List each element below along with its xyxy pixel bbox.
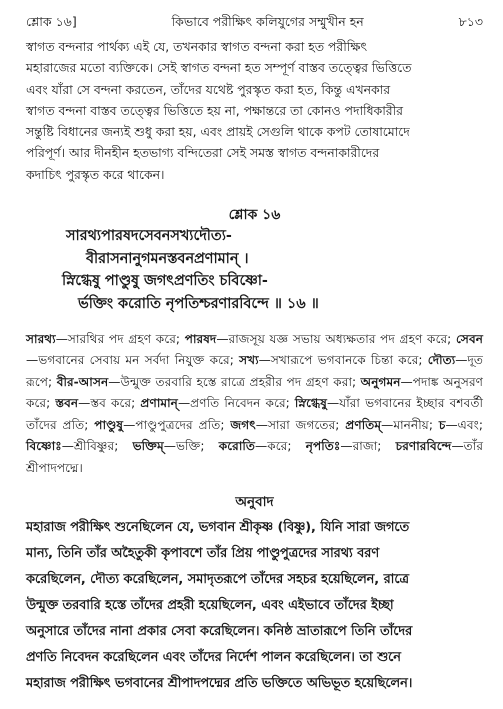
translation-line: মান্য, তিনি তাঁর অহৈতুকী কৃপাবশে তাঁর প্রিয় পাণ্ডুপুত্রদের সারথ্য বরণ bbox=[26, 546, 380, 562]
translation-line: প্রণতি নিবেদন করেছিলেন এবং তাঁদের নির্দেশ পালন করেছিলেন। তা শুনে bbox=[26, 650, 401, 666]
synonym-term: প্রণতিম্ bbox=[345, 417, 382, 432]
synonym-meaning: ভগবানের সেবায় মন সর্বদা নিযুক্ত করে; bbox=[38, 353, 234, 368]
verse-line: বীরাসনানুগমনস্তবনপ্রণামান্ । bbox=[86, 250, 249, 267]
synonym-entry: পারষদ—রাজসূয় যজ্ঞ সভায় অধ্যক্ষতার পদ গ্রহণ করে; bbox=[184, 332, 452, 347]
synonym-entry: সেবন—ভগবানের সেবায় মন সর্বদা নিযুক্ত করে; bbox=[26, 332, 484, 368]
synonym-entry: ভক্তিম্—ভক্তি; bbox=[132, 439, 205, 454]
synonym-term: সখ্য bbox=[239, 353, 259, 368]
synonym-term: জগৎ bbox=[230, 417, 256, 432]
synonym-meaning: পদাঙ্ক অনুসরণ করে; bbox=[26, 374, 484, 411]
word-for-word-synonyms bbox=[26, 329, 483, 479]
synonym-entry: অনুগমন—পদাঙ্ক অনুসরণ করে; bbox=[26, 374, 484, 411]
synonym-entry: বীর-আসন—উন্মুক্ত তরবারি হস্তে রাত্রে প্রহরীর পদ গ্রহণ করা; bbox=[56, 374, 357, 389]
translation-paragraph bbox=[26, 517, 483, 696]
translation-title: অনুবাদ bbox=[235, 493, 274, 510]
purport-paragraph bbox=[26, 36, 483, 185]
synonym-term: স্তবন bbox=[55, 396, 79, 411]
header-chapter-title: কিভাবে পরীক্ষিৎ কলিযুগের সম্মুখীন হন bbox=[171, 14, 364, 29]
synonym-term: চ bbox=[438, 417, 446, 432]
translation-line: করেছিলেন, দৌত্য করেছিলেন, সমাদৃতরূপে তাঁদের সহচর হয়েছিলেন, রাত্রে bbox=[26, 572, 409, 588]
synonym-entry: চ—এবং; bbox=[438, 417, 484, 432]
synonym-meaning: সারা জগতের; bbox=[267, 417, 340, 432]
synonym-meaning: করে; bbox=[267, 439, 292, 454]
synonym-entry: নৃপতিঃ—রাজা; bbox=[305, 439, 382, 454]
synonym-term: ভক্তিম্ bbox=[132, 439, 164, 454]
synonym-term: সারথ্য bbox=[26, 332, 56, 347]
purport-line: স্বাগত বন্দনা বাস্তব তত্ত্বের ভিত্তিতে হয় না, পক্ষান্তরে তা কোনও পদাধিকারীর bbox=[26, 102, 403, 118]
synonym-meaning: মাননীয়; bbox=[393, 417, 433, 432]
synonym-term: স্নিগ্ধেষু bbox=[294, 396, 327, 411]
translation-line: মহারাজ পরীক্ষিৎ শুনেছিলেন যে, ভগবান শ্রীকৃষ্ণ (বিষ্ণু), যিনি সারা জগতে bbox=[26, 519, 410, 535]
translation-line: অনুসারে তাঁদের নানা প্রকার সেবা করেছিলেন। কনিষ্ঠ ভ্রাতারূপে তিনি তাঁদের bbox=[26, 624, 413, 640]
purport-line: এবং যাঁরা সে বন্দনা করতেন, তাঁদের যথেষ্ট পুরস্কৃত করা হত, কিন্তু এখনকার bbox=[26, 81, 391, 97]
synonym-term: দৌত্য bbox=[427, 353, 456, 368]
synonym-meaning: উন্মুক্ত তরবারি হস্তে রাত্রে প্রহরীর পদ গ্রহণ করা; bbox=[120, 374, 357, 389]
synonym-entry: দৌত্য—দূত রূপে; bbox=[26, 353, 484, 389]
synonym-meaning: রাজা; bbox=[352, 439, 382, 454]
synonym-term: পারষদ bbox=[184, 332, 217, 347]
synonym-term: অনুগমন bbox=[360, 374, 401, 389]
synonym-entry: বিষ্ণোঃ—শ্রীবিষ্ণুর; bbox=[26, 439, 119, 454]
synonym-entry: জগৎ—সারা জগতের; bbox=[230, 417, 340, 432]
synonym-meaning: সারথির পদ গ্রহণ করে; bbox=[67, 332, 181, 347]
purport-line: পরিপূর্ণ। আর দীনহীন হতভাগ্য বন্দিতেরা সেই সমস্ত স্বাগত বন্দনাকারীদের bbox=[26, 145, 380, 161]
synonym-meaning: পাণ্ডুপুত্রদের প্রতি; bbox=[135, 417, 225, 432]
synonym-meaning: স্তব করে; bbox=[90, 396, 136, 411]
synonym-meaning: সখারূপে ভগবানকে চিন্তা করে; bbox=[270, 353, 423, 368]
verse-line: সারথ্যপারষদসেবনসখ্যদৌত্য- bbox=[66, 228, 232, 245]
sanskrit-verse bbox=[26, 225, 483, 315]
translation-line: মহারাজ পরীক্ষিৎ ভগবানের শ্রীপাদপদ্মের প্রতি ভক্তিতে অভিভূত হয়েছিলেন। bbox=[26, 676, 413, 692]
synonym-entry: স্নিগ্ধেষু—যাঁরা ভগবানের ইচ্ছার বশবর্তী তাঁদের প্রতি; bbox=[26, 396, 484, 432]
purport-line: কদাচিৎ পুরস্কৃত করে থাকেন। bbox=[26, 166, 165, 182]
synonym-term: বিষ্ণোঃ bbox=[26, 439, 62, 454]
synonym-entry: করোতি—করে; bbox=[218, 439, 292, 454]
synonym-meaning: ভক্তি; bbox=[175, 439, 205, 454]
synonym-entry: চরণারবিন্দে—তাঁর শ্রীপাদপদ্মে। bbox=[26, 439, 484, 475]
synonym-meaning: শ্রীবিষ্ণুর; bbox=[73, 439, 119, 454]
synonym-term: করোতি bbox=[218, 439, 256, 454]
running-header bbox=[26, 14, 483, 36]
synonym-meaning: এবং; bbox=[457, 417, 484, 432]
synonym-entry: পাণ্ডুষু—পাণ্ডুপুত্রদের প্রতি; bbox=[94, 417, 225, 432]
purport-line: সন্তুষ্টি বিধানের জন্যই শুধু করা হয়, এবং প্রায়ই সেগুলি থাকে কপট তোষামোদে bbox=[26, 124, 410, 140]
synonym-meaning: রাজসূয় যজ্ঞ সভায় অধ্যক্ষতার পদ গ্রহণ করে; bbox=[228, 332, 452, 347]
purport-line: মহারাজের মতো ব্যক্তিকে। সেই স্বাগত বন্দনা হত সম্পূর্ণ বাস্তব তত্ত্বের ভিত্তিতে bbox=[26, 60, 412, 76]
header-verse-ref: শ্লোক ১৬] bbox=[26, 14, 77, 29]
verse-line: র্ভক্তিং করোতি নৃপতিশ্চরণারবিন্দে ॥ ১৬ ॥ bbox=[78, 295, 319, 312]
verse-line: স্নিগ্ধেষু পাণ্ডুষু জগৎপ্রণতিং চবিষ্ণো- bbox=[62, 273, 268, 290]
synonym-entry: সারথ্য—সারথির পদ গ্রহণ করে; bbox=[26, 332, 181, 347]
verse-title: শ্লোক ১৬ bbox=[228, 207, 281, 224]
synonym-entry: স্তবন—স্তব করে; bbox=[55, 396, 136, 411]
synonym-meaning: যাঁরা ভগবানের ইচ্ছার বশবর্তী তাঁদের প্রতি; bbox=[26, 396, 484, 432]
synonym-term: সেবন bbox=[455, 332, 484, 347]
synonym-entry: সখ্য—সখারূপে ভগবানকে চিন্তা করে; bbox=[239, 353, 423, 368]
synonym-entry: প্রণতিম্—মাননীয়; bbox=[345, 417, 433, 432]
purport-line: স্বাগত বন্দনার পার্থক্য এই যে, তখনকার স্বাগত বন্দনা করা হত পরীক্ষিৎ bbox=[26, 39, 367, 54]
synonym-meaning: তাঁর শ্রীপাদপদ্মে। bbox=[26, 439, 484, 475]
synonym-term: প্রণামান্ bbox=[140, 396, 178, 411]
synonym-term: নৃপতিঃ bbox=[305, 439, 341, 454]
synonym-term: চরণারবিন্দে bbox=[395, 439, 452, 454]
synonym-meaning: প্রণতি নিবেদন করে; bbox=[190, 396, 290, 411]
synonym-term: পাণ্ডুষু bbox=[94, 417, 124, 432]
synonym-meaning: দূত রূপে; bbox=[26, 353, 484, 389]
synonym-term: বীর-আসন bbox=[56, 374, 109, 389]
synonym-entry: প্রণামান্—প্রণতি নিবেদন করে; bbox=[140, 396, 290, 411]
page-number: ৮১৩ bbox=[458, 14, 483, 29]
translation-line: উন্মুক্ত তরবারি হস্তে তাঁদের প্রহরী হয়েছিলেন, এবং এইভাবে তাঁদের ইচ্ছা bbox=[26, 598, 394, 614]
